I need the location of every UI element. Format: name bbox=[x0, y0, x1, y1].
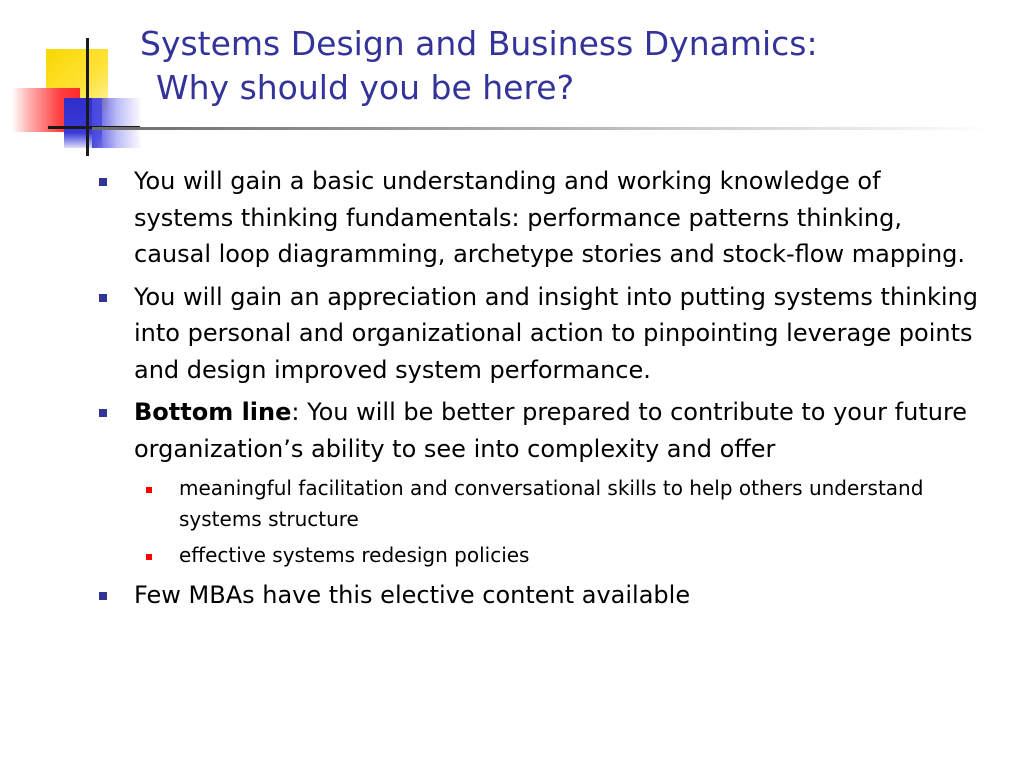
title-underline bbox=[92, 127, 992, 130]
bullet-list bbox=[96, 163, 996, 613]
slide-body bbox=[96, 163, 996, 619]
bullet-item bbox=[96, 163, 979, 273]
sub-bullet-text: effective systems redesign policies bbox=[179, 543, 530, 567]
bullet-bold-lead: Bottom line bbox=[134, 398, 292, 426]
sub-bullet-item bbox=[134, 540, 939, 571]
sub-bullet-text: meaningful facilitation and conversational skills to help others understand systems structure bbox=[179, 476, 924, 531]
blue-fade-shape bbox=[92, 98, 142, 148]
sub-bullet-list bbox=[96, 473, 996, 571]
bullet-item bbox=[96, 279, 979, 389]
bullet-text: : You will be better prepared to contribute to your future organization’s ability to see into complexity and offer bbox=[134, 398, 968, 463]
slide-title bbox=[140, 22, 818, 110]
bullet-text: Few MBAs have this elective content available bbox=[134, 580, 691, 609]
decorative-logo bbox=[0, 0, 150, 160]
square-bullet-icon bbox=[99, 294, 107, 302]
square-bullet-icon bbox=[99, 178, 107, 186]
sub-bullet-group bbox=[96, 473, 996, 571]
title-line-2: Why should you be here? bbox=[156, 68, 575, 107]
bullet-text: You will gain an appreciation and insight into putting systems thinking into personal and organizational action to pinpointing leverage points and design improved system performance. bbox=[134, 282, 979, 384]
vertical-line-shape bbox=[86, 38, 89, 156]
title-line-1: Systems Design and Business Dynamics: bbox=[140, 24, 818, 63]
red-square-bullet-icon bbox=[146, 554, 152, 560]
sub-bullet-item bbox=[134, 473, 939, 534]
bullet-item bbox=[96, 394, 979, 467]
bullet-text: You will gain a basic understanding and working knowledge of systems thinking fundamentals: performance patterns thinking, causal loop diagramming, archetype stories and stock-flow mapping. bbox=[134, 167, 966, 268]
bullet-item bbox=[96, 577, 979, 614]
square-bullet-icon bbox=[99, 409, 107, 417]
square-bullet-icon bbox=[99, 592, 107, 600]
red-square-bullet-icon bbox=[146, 487, 152, 493]
